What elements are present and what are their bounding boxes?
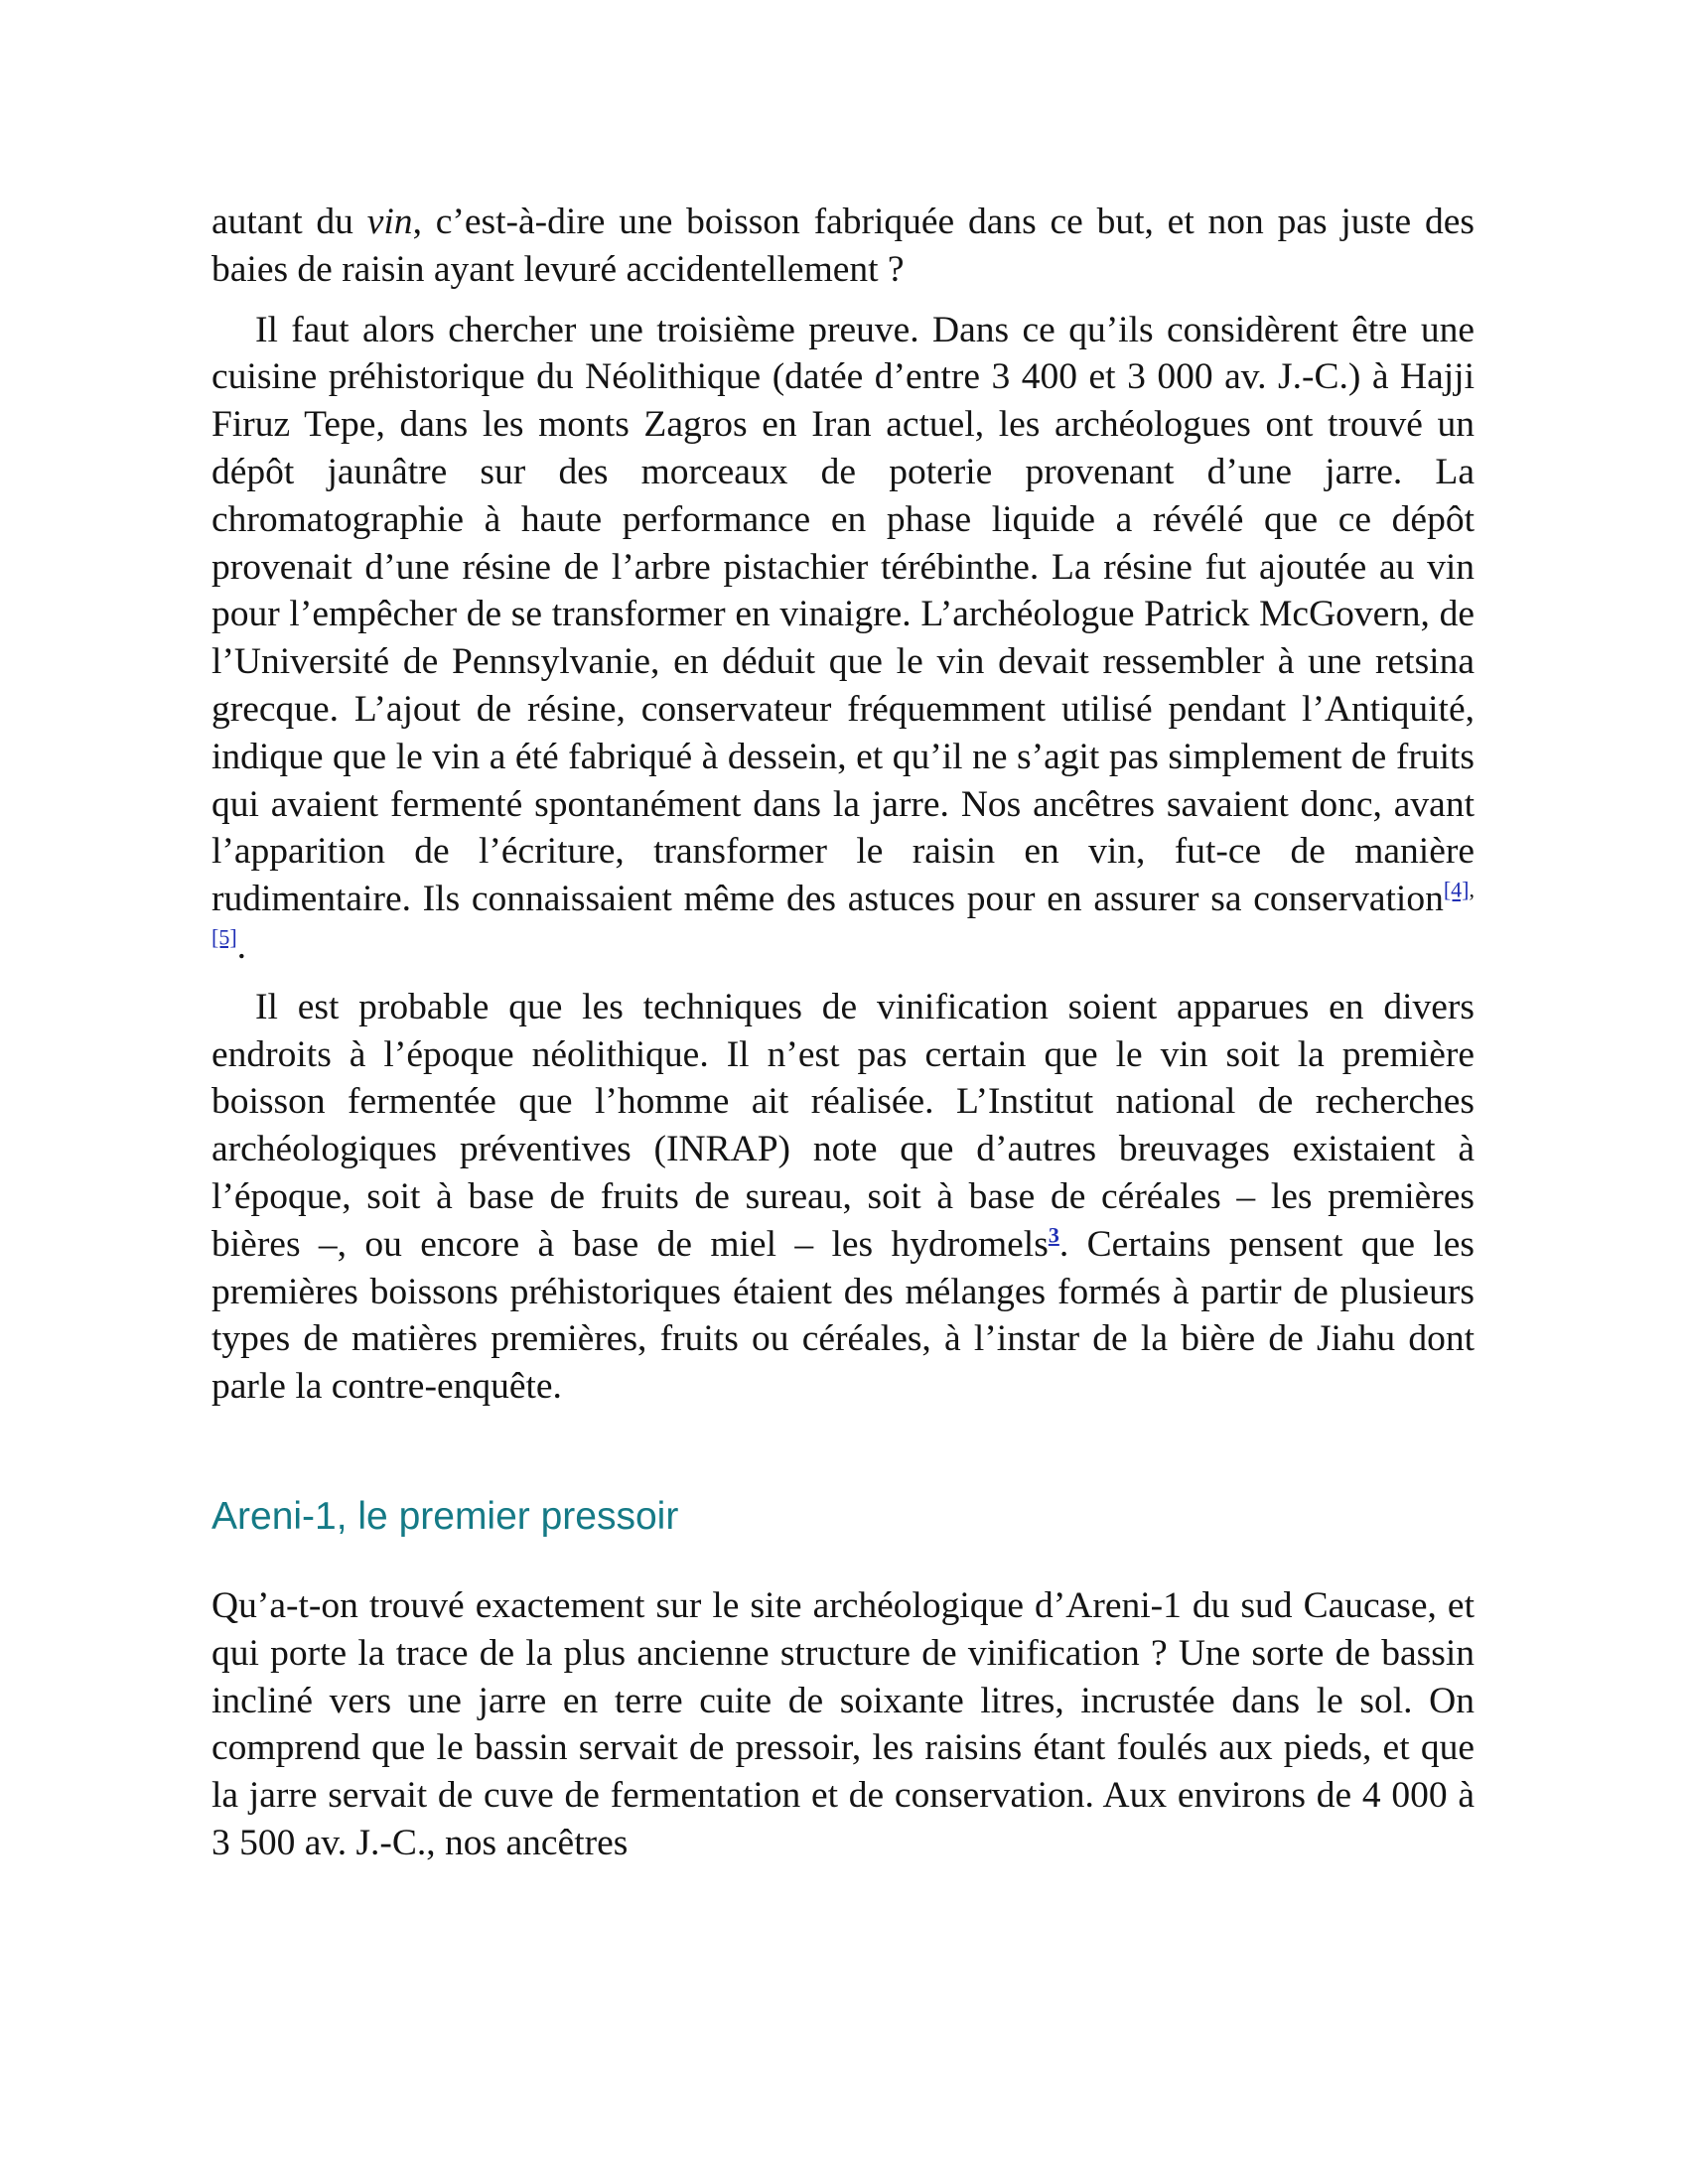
paragraph-4	[211, 1582, 1475, 1867]
paragraph-1-emphasis: vin	[366, 202, 413, 242]
footnote-link-4[interactable]: [4]	[1443, 877, 1470, 902]
section-heading: Areni-1, le premier pressoir	[211, 1494, 679, 1538]
paragraph-2-text: Il faut alors chercher une troisième preuve. Dans ce qu’ils considèrent être une cuisine préhistorique du Néolithique (datée d’entre 3 400 et 3 000 av. J.-C.) à Hajji Firuz Tepe, dans les monts Zagros en Iran actuel, les archéologues ont trouvé un dépôt jaunâtre sur des morceaux de poterie provenant d’une jarre. La chromatographie à haute performance en phase liquide a révélé que ce dépôt provenait d’une résine de l’arbre pistachier térébinthe. La résine fut ajoutée au vin pour l’empêcher de se transformer en vinaigre. L’archéologue Patrick McGovern, de l’Université de Pennsylvanie, en déduit que le vin devait ressembler à une retsina grecque. L’ajout de résine, conservateur fréquemment utilisé pendant l’Antiquité, indique que le vin a été fabriqué à dessein, et qu’il ne s’agit pas simplement de fruits qui avaient fermenté spontanément dans la jarre. Nos ancêtres savaient donc, avant l’apparition de l’écriture, transformer le raisin en vin, fut-ce de manière rudimentaire. Ils connaissaient même des astuces pour en assurer sa conservation	[211, 309, 1475, 920]
paragraph-1	[211, 199, 1475, 294]
document-page	[211, 199, 1475, 1880]
footnote-link-5[interactable]: [5]	[211, 924, 237, 950]
footnote-link-3[interactable]: 3	[1048, 1222, 1059, 1248]
paragraph-4-text: Qu’a-t-on trouvé exactement sur le site archéologique d’Areni-1 du sud Caucase, et qui porte la trace de la plus ancienne structure de vinification ? Une sorte de bassin incliné vers une jarre en terre cuite de soixante litres, incrustée dans le sol. On comprend que le bassin servait de pressoir, les raisins étant foulés aux pieds, et que la jarre servait de cuve de fermentation et de conservation. Aux environs de 4 000 à 3 500 av. J.-C., nos ancêtres	[211, 1584, 1475, 1863]
paragraph-3-text-end: . Certains pensent que les premières boissons préhistoriques étaient des mélanges formés à partir de plusieurs types de matières premières, fruits ou céréales, à l’instar de la bière de Jiahu dont parle la contre-enquête.	[211, 1223, 1476, 1408]
footnote-separator: ,	[1469, 877, 1475, 902]
paragraph-3	[211, 984, 1475, 1411]
paragraph-1-text-end: , c’est-à-dire une boisson fabriquée dans ce but, et non pas juste des baies de raisin ayant levuré accidentellement ?	[211, 202, 1475, 290]
paragraph-2	[211, 307, 1475, 971]
paragraph-1-text-start: autant du	[211, 202, 367, 242]
paragraph-2-end: .	[236, 925, 247, 967]
paragraph-3-text-start: Il est probable que les techniques de vinification soient apparues en divers endroits à l’époque néolithique. Il n’est pas certain que le vin soit la première boisson fermentée que l’homme ait réalisée. L’Institut national de recherches archéologiques préventives (INRAP) note que d’autres breuvages existaient à l’époque, soit à base de fruits de sureau, soit à base de céréales – les premières bières –, ou encore à base de miel – les hydromels	[211, 986, 1475, 1265]
